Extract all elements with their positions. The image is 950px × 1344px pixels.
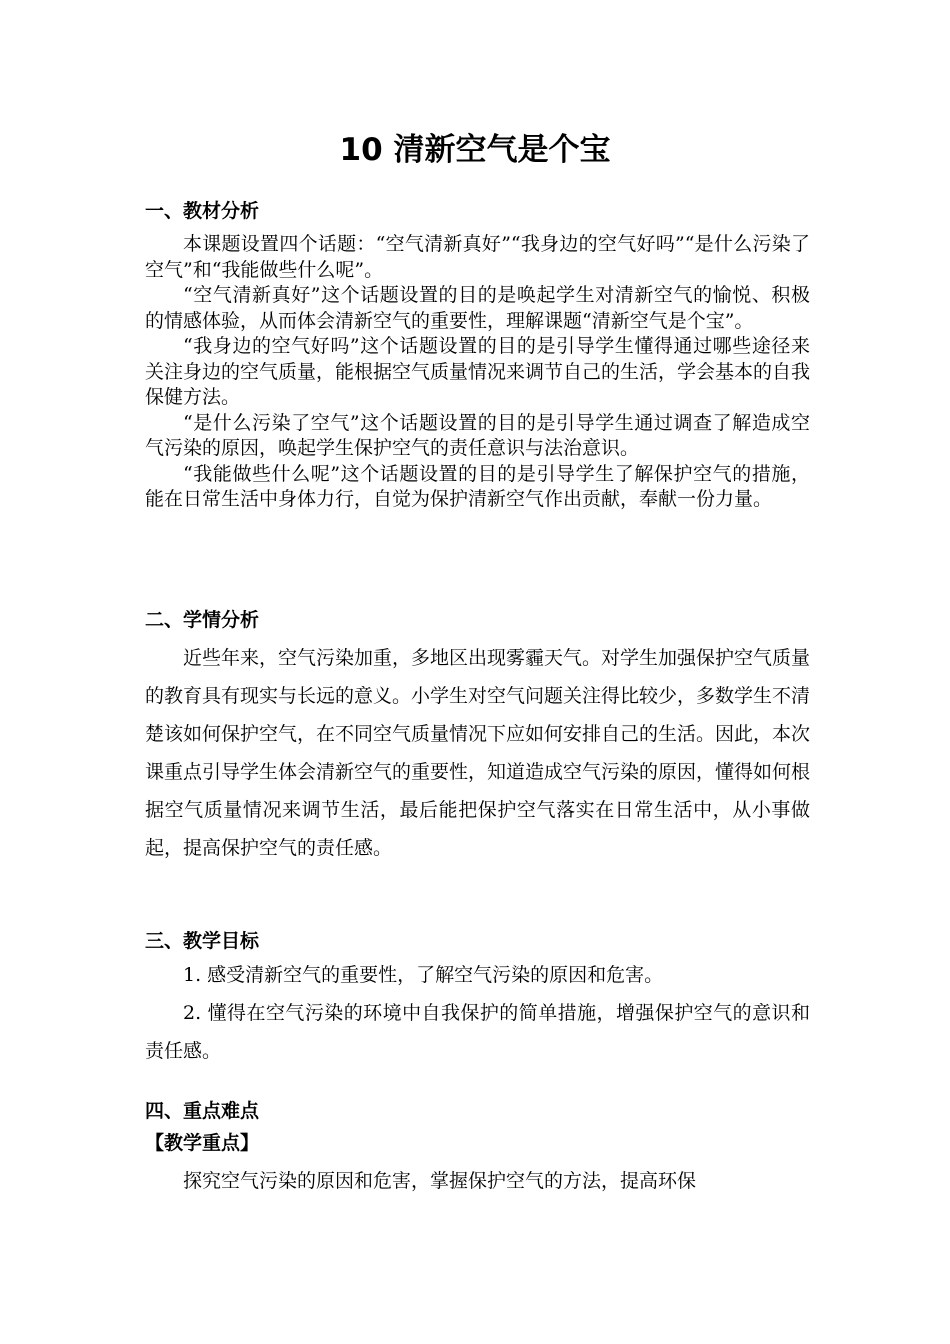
section-heading: 三、教学目标	[145, 930, 260, 952]
paragraph: 本课题设置四个话题：“空气清新真好”“我身边的空气好吗”“是什么污染了空气”和“我能做些什么呢”。	[145, 233, 810, 281]
section-heading: 四、重点难点	[145, 1100, 260, 1122]
goal-item: 1. 感受清新空气的重要性，了解空气污染的原因和危害。	[183, 964, 664, 986]
goal-item: 2. 懂得在空气污染的环境中自我保护的简单措施，增强保护空气的意识和责任感。	[145, 1002, 810, 1062]
paragraph: 探究空气污染的原因和危害，掌握保护空气的方法，提高环保	[183, 1170, 697, 1192]
paragraph: “是什么污染了空气”这个话题设置的目的是引导学生通过调查了解造成空气污染的原因，唤起学生保护空气的责任意识与法治意识。	[145, 411, 810, 459]
paragraph: “空气清新真好”这个话题设置的目的是唤起学生对清新空气的愉悦、积极的情感体验，从而体会清新空气的重要性，理解课题“清新空气是个宝”。	[145, 284, 810, 332]
section-textbook-analysis	[145, 196, 810, 513]
section-heading: 二、学情分析	[145, 609, 260, 631]
subheading-teaching-focus: 【教学重点】	[145, 1132, 260, 1154]
section-heading: 一、教材分析	[145, 200, 260, 222]
paragraph: 近些年来，空气污染加重，多地区出现雾霾天气。对学生加强保护空气质量的教育具有现实与长远的意义。小学生对空气问题关注得比较少，多数学生不清楚该如何保护空气，在不同空气质量情况下应如何安排自己的生活。因此，本次课重点引导学生体会清新空气的重要性，知道造成空气污染的原因，懂得如何根据空气质量情况来调节生活，最后能把保护空气落实在日常生活中，从小事做起，提高保护空气的责任感。	[145, 647, 811, 859]
section-teaching-goals	[145, 926, 810, 1070]
paragraph: “我能做些什么呢”这个话题设置的目的是引导学生了解保护空气的措施，能在日常生活中身体力行，自觉为保护清新空气作出贡献，奉献一份力量。	[145, 462, 810, 510]
section-student-analysis	[145, 605, 810, 867]
paragraph: “我身边的空气好吗”这个话题设置的目的是引导学生懂得通过哪些途径来关注身边的空气质量，能根据空气质量情况来调节自己的生活，学会基本的自我保健方法。	[145, 335, 811, 408]
document-title: 10 清新空气是个宝	[339, 132, 611, 168]
section-key-points	[145, 1096, 810, 1200]
